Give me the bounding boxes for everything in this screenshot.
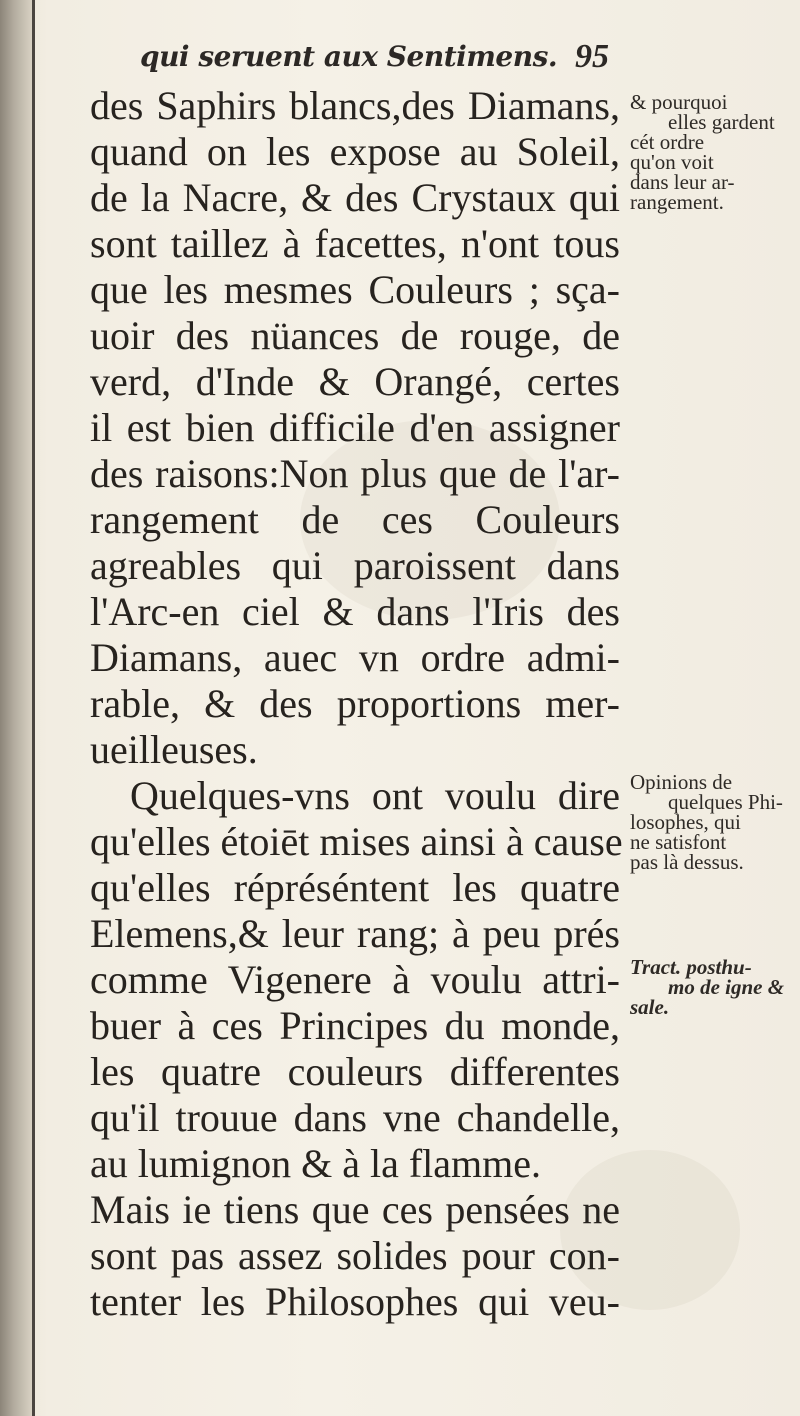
margin-note-line: sale. — [630, 995, 670, 1019]
margin-note-citation — [630, 957, 795, 1017]
text-line: de la Nacre, & des Crystaux qui — [90, 175, 620, 220]
text-line: verd, d'Inde & Orangé, certes — [90, 359, 620, 404]
text-line: Mais ie tiens que ces pensées ne — [90, 1187, 620, 1232]
text-line: uoir des nüances de rouge, de — [90, 313, 620, 358]
text-line: qu'il trouue dans vne chandelle, — [90, 1095, 620, 1140]
margin-note-line: ne satisfont — [630, 830, 727, 854]
margin-note-line: losophes, qui — [630, 810, 741, 834]
text-line: Elemens,& leur rang; à peu prés — [90, 911, 620, 956]
margin-note-line: mo de igne & — [668, 975, 785, 999]
text-line: buer à ces Principes du monde, — [90, 1003, 620, 1048]
text-line: qu'elles répréséntent les quatre — [90, 865, 620, 910]
text-line: l'Arc-en ciel & dans l'Iris des — [90, 589, 620, 634]
margin-note-opinions — [630, 772, 795, 872]
text-line: des raisons:Non plus que de l'ar- — [90, 451, 620, 496]
text-line: quand on les expose au Soleil, — [90, 129, 620, 174]
margin-note-line: dans leur ar- — [630, 170, 735, 194]
text-line: il est bien difficile d'en assigner — [90, 405, 620, 450]
margin-note-line: rangement. — [630, 190, 724, 214]
text-line: qu'elles étoiēt mises ainsi à cause — [90, 819, 623, 864]
margin-note-line: Tract. posthu- — [630, 955, 752, 979]
margin-note-arrangement — [630, 92, 795, 212]
text-line: des Saphirs blancs,des Diamans, — [90, 83, 620, 128]
margin-note-line: quelques Phi- — [668, 790, 783, 814]
text-line: rangement de ces Couleurs — [90, 497, 620, 542]
margin-note-line: qu'on voit — [630, 150, 714, 174]
margin-note-line: cét ordre — [630, 130, 705, 154]
text-line: comme Vigenere à voulu attri- — [90, 957, 620, 1002]
text-line: Diamans, auec vn ordre admi- — [90, 635, 620, 680]
text-line: agreables qui paroissent dans — [90, 543, 620, 588]
text-line: que les mesmes Couleurs ; sça- — [90, 267, 620, 312]
margin-note-line: pas là dessus. — [630, 850, 744, 874]
text-line: ueilleuses. — [90, 727, 258, 772]
margin-note-line: & pourquoi — [630, 90, 728, 114]
text-line: les quatre couleurs differentes — [90, 1049, 620, 1094]
text-line: au lumignon & à la flamme. — [90, 1141, 541, 1186]
running-title: qui seruent aux Sentimens. — [140, 40, 558, 73]
main-text-block — [90, 83, 623, 1325]
text-line: rable, & des proportions mer- — [90, 681, 620, 726]
text-line: Quelques-vns ont voulu dire — [130, 773, 620, 818]
margin-note-line: Opinions de — [630, 770, 733, 794]
text-line: sont taillez à facettes, n'ont tous — [90, 221, 620, 266]
text-line: tenter les Philosophes qui veu- — [90, 1279, 620, 1324]
text-line: sont pas assez solides pour con- — [90, 1233, 620, 1278]
page-number: 95 — [575, 38, 609, 75]
page-gutter — [32, 0, 35, 1416]
margin-note-line: elles gardent — [668, 110, 775, 134]
book-binding — [0, 0, 32, 1416]
